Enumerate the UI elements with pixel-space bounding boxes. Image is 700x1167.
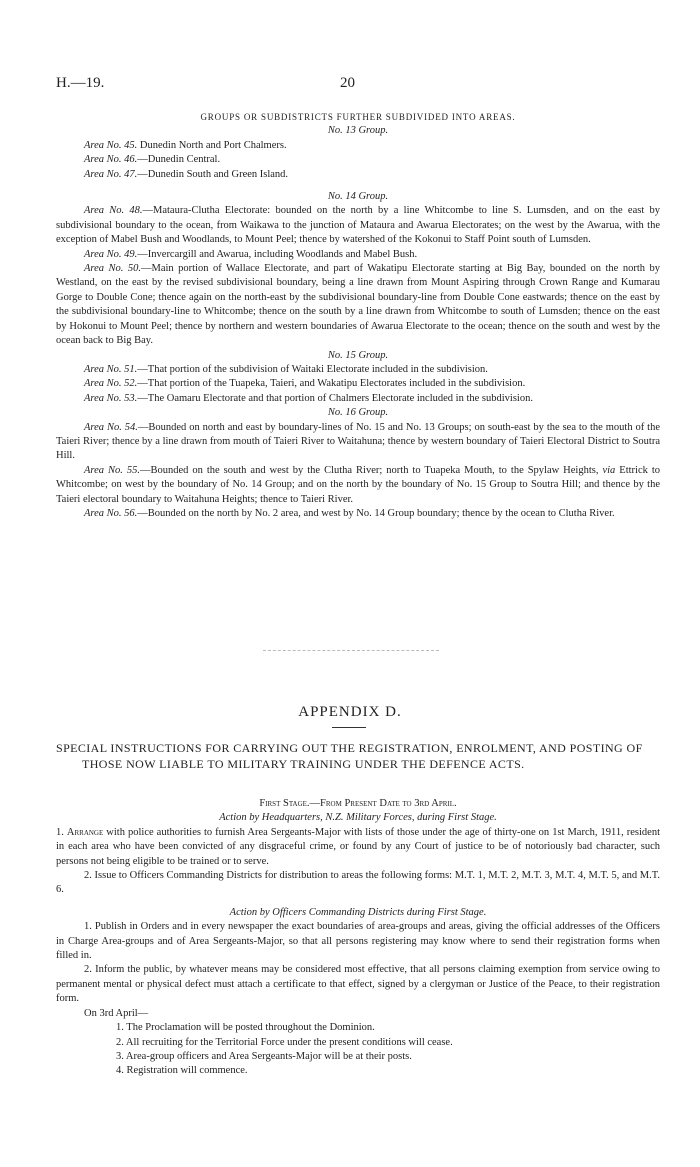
area-label: Area No. 53. (84, 392, 138, 404)
area-45 (56, 139, 660, 153)
area-text: —Invercargill and Awarua, including Woodlands and Mabel Bush. (137, 248, 418, 260)
appendix-heading-block (56, 740, 660, 772)
area-text: Dunedin North and Port Chalmers. (137, 139, 287, 151)
area-53 (56, 392, 660, 406)
area-label: Area No. 54. (84, 421, 138, 433)
area-52 (56, 377, 660, 391)
area-label: Area No. 52. (84, 378, 138, 390)
section-heading: GROUPS OR SUBDISTRICTS FURTHER SUBDIVIDED INTO AREAS. (200, 112, 516, 122)
area-text: —Mataura-Clutha Electorate: bounded on the north by a line Whitcombe to line S. Lumsden, and on the east by subdivisional boundary to the ocean, from Waikawa to the junction of Mataura and Awarua Electorates; on the west by the Awarua, with the exception of Mabel Bush and Woodlands, to Mount Peel; thence by watershed of the Kokonui to Staff Point south of Lumsden. (56, 205, 660, 246)
oc-action-heading: Action by Officers Commanding Districts during First Stage. (229, 906, 487, 918)
area-label: Area No. 51. (84, 363, 138, 375)
oc-item-1: 1. Publish in Orders and in every newspaper the exact boundaries of area-groups and areas, giving the official addresses of the Officers in Charge Area-groups and of Area Sergeants-Major, so that all persons registering may know where to send their registration forms when filled in. (56, 921, 660, 962)
area-label: Area No. 47. (84, 168, 138, 180)
area-55 (56, 464, 660, 507)
area-label: Area No. 45. (84, 139, 138, 151)
area-text: —The Oamaru Electorate and that portion of Chalmers Electorate included in the subdivision. (137, 392, 533, 404)
hq-item-1 (56, 826, 660, 869)
hq-item-2: 2. Issue to Officers Commanding Districts for distribution to areas the following forms: M.T. 1, M.T. 2, M.T. 3, M.T. 4, M.T. 5, and M.T. 6. (56, 870, 660, 896)
area-text: —That portion of the Tuapeka, Taieri, and Wakatipu Electorates included in the subdivision. (137, 378, 526, 390)
area-48 (56, 204, 660, 247)
item-number: 1. (56, 826, 67, 838)
list-item: 1. The Proclamation will be posted throughout the Dominion. (116, 1022, 375, 1034)
lead-word: Arrange (66, 826, 104, 838)
list-item: 3. Area-group officers and Area Sergeants-Major will be at their posts. (116, 1050, 412, 1062)
area-text: —Bounded on the north by No. 2 area, and west by No. 14 Group boundary; thence by the ocean to Clutha River. (137, 507, 615, 519)
area-text: —Dunedin Central. (137, 154, 221, 166)
april-list (56, 1021, 660, 1079)
area-50 (56, 262, 660, 348)
area-label: Area No. 55. (84, 464, 140, 476)
area-label: Area No. 48. (84, 205, 143, 217)
oc-item-2: 2. Inform the public, by whatever means may be considered most effective, that all persons claiming exemption from service owing to permanent mental or physical defect must attach a certificate to that effect, signed by a clergyman or Justice of the Peace, to their registration form. (56, 964, 660, 1005)
first-stage-heading: First Stage.—From Present Date to 3rd April. (259, 798, 457, 809)
area-49 (56, 248, 660, 262)
item-text: with police authorities to furnish Area Sergeants-Major with lists of those under the age of thirty-one on 1st March, 1911, resident in each area who have been convicted of any disgraceful crime, or found by any Court of justice to be of notoriously bad character, such persons not being eligible to be trained or to serve. (56, 826, 661, 867)
report-reference: H.—19. (56, 75, 105, 91)
area-text: —Dunedin South and Green Island. (137, 168, 289, 180)
page-number: 20 (340, 75, 355, 91)
area-47 (56, 168, 660, 182)
area-text: —Bounded on the south and west by the Clutha River; north to Tuapeka Mouth, to the Spylaw Heights, (140, 464, 603, 476)
area-label: Area No. 46. (84, 154, 138, 166)
groups-section (56, 110, 660, 521)
group-13-title: No. 13 Group. (327, 125, 389, 137)
area-46 (56, 153, 660, 167)
appendix-title: APPENDIX D. (298, 704, 402, 720)
area-text: —That portion of the subdivision of Waitaki Electorate included in the subdivision. (137, 363, 488, 375)
area-label: Area No. 50. (84, 263, 142, 275)
appendix-heading: SPECIAL INSTRUCTIONS FOR CARRYING OUT THE REGISTRATION, ENROLMENT, AND POSTING OF THOSE NOW LIABLE TO MILITARY TRAINING UNDER THE DEFENCE ACTS. (56, 741, 643, 771)
list-item: 2. All recruiting for the Territorial Force under the present conditions will cease. (116, 1036, 453, 1048)
group-16-title: No. 16 Group. (327, 407, 389, 419)
area-label: Area No. 49. (84, 248, 138, 260)
appendix-rule (332, 727, 366, 728)
area-text: —Bounded on north and east by boundary-lines of No. 15 and No. 13 Groups; on south-east by the sea to the mouth of the Taieri River; thence by a line drawn from mouth of Taieri River to Waitahuna; thence by western boundary of Taieri Electoral District to Soutra Hill. (56, 421, 660, 462)
group-14-title: No. 14 Group. (327, 191, 389, 203)
area-text: —Main portion of Wallace Electorate, and part of Wakatipu Electorate starting at Big Bay, bounded on the north by Westland, on the east by the revised subdivisional boundary, being a line drawn from Mount Aspiring through Crown Range and Kumarau Gorge to Double Cone; thence again on the north-east by the subdivisional boundary-line from Double Cone eastwards; thence on the east by the subdivisional boundary-line to Whitcombe; thence on the south by a line drawn from Whitcombe to south of Lumsden; thence on the east by Hokonui to Mount Peel; thence by northern and western boundaries of Awarua Electorate to the ocean; thence on the south and west by the ocean back to Big Bay. (56, 263, 660, 347)
appendix-body (56, 797, 660, 1079)
area-56 (56, 507, 660, 521)
via-word: via (602, 464, 616, 476)
list-item: 4. Registration will commence. (116, 1065, 248, 1077)
area-54 (56, 421, 660, 464)
section-divider (263, 650, 439, 651)
hq-action-heading: Action by Headquarters, N.Z. Military Forces, during First Stage. (219, 812, 497, 824)
area-text: Ettrick to Whitcombe; on west by the boundary of No. 14 Group; and on the north by the boundary of No. 15 Group to Soutra Hill; and thence by the Taieri electoral boundary to Waitahuna Heights; thence to Taieri River. (56, 464, 660, 505)
group-15-title: No. 15 Group. (327, 349, 389, 361)
area-label: Area No. 56. (84, 507, 138, 519)
on-date-line: On 3rd April— (84, 1007, 149, 1019)
area-51 (56, 363, 660, 377)
